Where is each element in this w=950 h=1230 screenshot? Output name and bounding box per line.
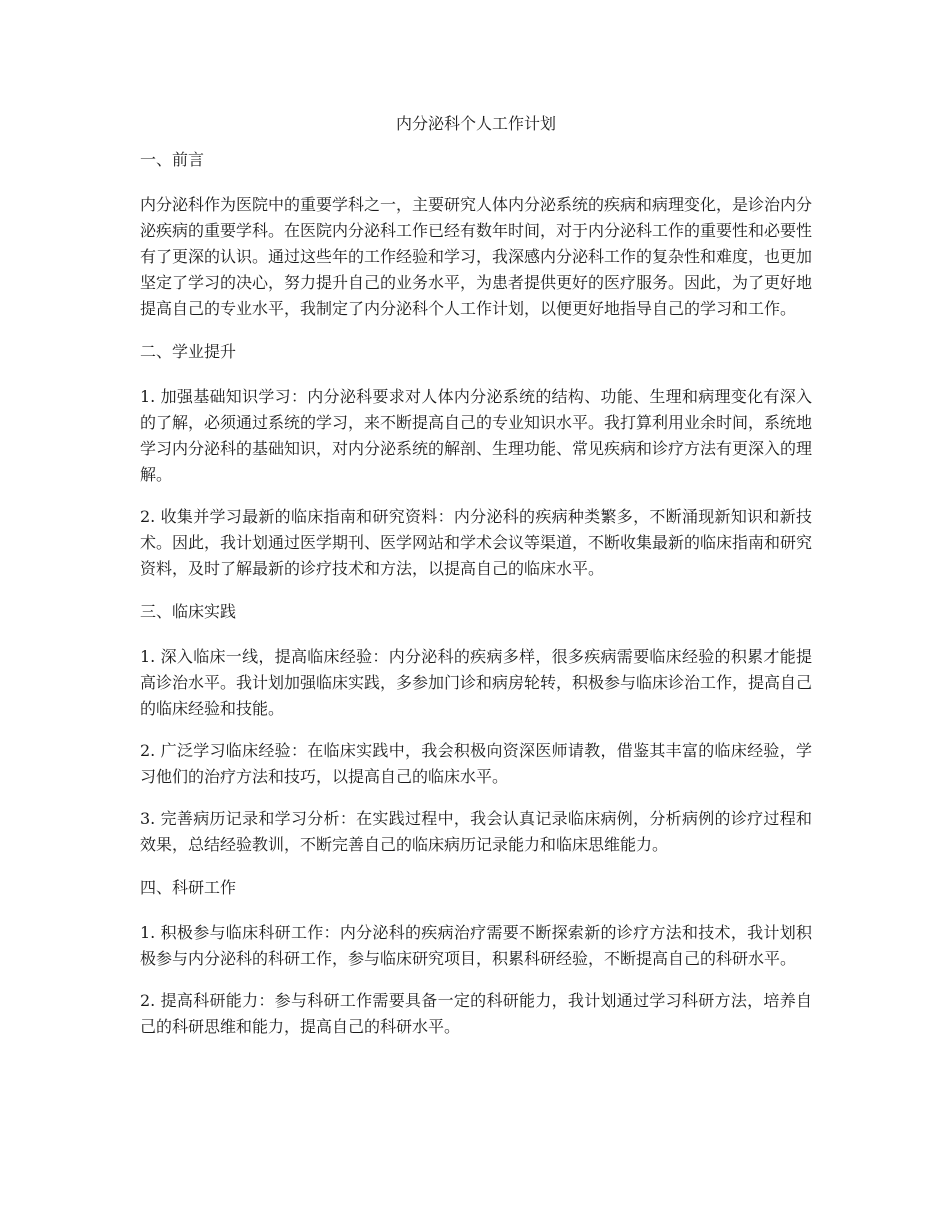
document-title: 内分泌科个人工作计划 (395, 114, 556, 133)
paragraph: 2. 提高科研能力：参与科研工作需要具备一定的科研能力，我计划通过学习科研方法，培养自己的科研思维和能力，提高自己的科研水平。 (140, 991, 812, 1036)
section-academic (140, 338, 812, 582)
paragraph: 内分泌科作为医院中的重要学科之一，主要研究人体内分泌系统的疾病和病理变化，是诊治内分泌疾病的重要学科。在医院内分泌科工作已经有数年时间，对于内分泌科工作的重要性和必要性有了更深的认识。通过这些年的工作经验和学习，我深感内分泌科工作的复杂性和难度，也更加坚定了学习的决心，努力提升自己的业务水平，为患者提供更好的医疗服务。因此，为了更好地提高自己的专业水平，我制定了内分泌科个人工作计划，以便更好地指导自己的学习和工作。 (140, 195, 813, 318)
section-preface (140, 146, 812, 322)
paragraph: 1. 深入临床一线，提高临床经验：内分泌科的疾病多样，很多疾病需要临床经验的积累才能提高诊治水平。我计划加强临床实践，多参加门诊和病房轮转，积极参与临床诊治工作，提高自己的临床经验和技能。 (140, 647, 813, 718)
paragraph: 2. 广泛学习临床经验：在临床实践中，我会积极向资深医师请教，借鉴其丰富的临床经验，学习他们的治疗方法和技巧，以提高自己的临床水平。 (140, 741, 812, 786)
paragraph: 2. 收集并学习最新的临床指南和研究资料：内分泌科的疾病种类繁多，不断涌现新知识和新技术。因此，我计划通过医学期刊、医学网站和学术会议等渠道，不断收集最新的临床指南和研究资料，及时了解最新的诊疗技术和方法，以提高自己的临床水平。 (140, 507, 813, 578)
paragraph: 1. 积极参与临床科研工作：内分泌科的疾病治疗需要不断探索新的诊疗方法和技术，我计划积极参与内分泌科的科研工作，参与临床研究项目，积累科研经验，不断提高自己的科研水平。 (140, 923, 812, 968)
document-body (140, 106, 812, 1056)
section-heading: 四、科研工作 (140, 878, 237, 897)
section-heading: 一、前言 (140, 150, 205, 169)
paragraph: 1. 加强基础知识学习：内分泌科要求对人体内分泌系统的结构、功能、生理和病理变化有深入的了解，必须通过系统的学习，来不断提高自己的专业知识水平。我打算利用业余时间，系统地学习内分泌科的基础知识，对内分泌系统的解剖、生理功能、常见疾病和诊疗方法有更深入的理解。 (140, 387, 813, 484)
section-heading: 二、学业提升 (140, 342, 237, 361)
section-research (140, 874, 812, 1040)
section-heading: 三、临床实践 (140, 602, 237, 621)
section-clinical (140, 598, 812, 858)
paragraph: 3. 完善病历记录和学习分析：在实践过程中，我会认真记录临床病例，分析病例的诊疗过程和效果，总结经验教训，不断完善自己的临床病历记录能力和临床思维能力。 (140, 809, 812, 854)
